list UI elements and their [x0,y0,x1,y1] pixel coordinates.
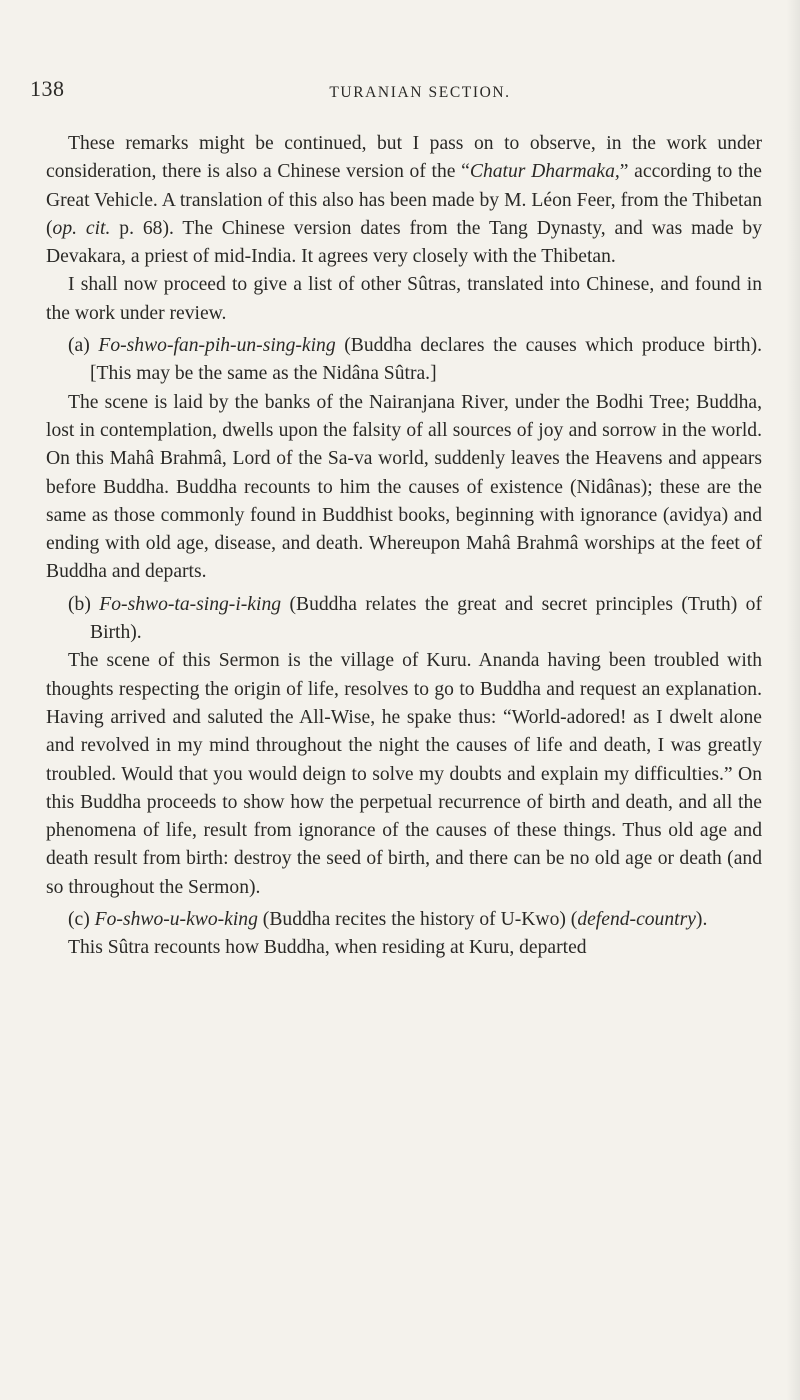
entry-gloss: defend-country [577,909,696,931]
sutra-entry-c: (c) Fo-shwo-u-kwo-king (Buddha recites the history of U-Kwo) (defend-country). [68,909,708,931]
entry-title: Fo-shwo-u-kwo-king [94,909,258,931]
sutra-entry-a [46,332,762,389]
entry-description: (Buddha declares the causes which produce birth). [This may be the same as the Nidâna Sûtra.] [90,335,762,385]
paragraph-5: This Sûtra recounts how Buddha, when residing at Kuru, departed [68,937,587,959]
entry-title: Fo-shwo-ta-sing-i-king [99,593,282,615]
page-number: 138 [30,76,65,101]
entry-description: (Buddha relates the great and secret principles (Truth) of Birth). [90,593,762,644]
page-edge-shadow [786,0,800,1400]
running-head: TURANIAN SECTION. [329,84,511,101]
sutra-entry-b [46,591,762,648]
entry-label: (b) [68,593,100,615]
body-text [46,130,762,963]
entry-description: (Buddha recites the history of U-Kwo) ( [257,909,578,931]
paragraph-1: These remarks might be continued, but I pass on to observe, in the work under consideration, there is also a Chinese version of the “Chatur Dharmaka,” according to the Great Vehicle. A translation of this also has been made by M. Léon Feer, from the Thibetan (op. cit. p. 68). The Chinese version dates from the Tang Dynasty, and was made by Devakara, a priest of mid-India. It agrees very closely with the Thibetan. [46,133,763,268]
paragraph-3: The scene is laid by the banks of the Nairanjana River, under the Bodhi Tree; Buddha, lost in contemplation, dwells upon the falsity of all sources of joy and sorrow in the world. On this Mahâ Brahmâ, Lord of the Sa-va world, suddenly leaves the Heavens and appears before Buddha. Buddha recounts to him the causes of existence (Nidânas); these are the same as those commonly found in Buddhist books, beginning with ignorance (avidya) and ending with old age, disease, and death. Whereupon Mahâ Brahmâ worships at the feet of Buddha and departs. [46,391,762,583]
entry-label: (c) [68,909,95,931]
title-chatur-dharmaka: Chatur Dharmaka, [469,161,620,183]
entry-title: Fo-shwo-fan-pih-un-sing-king [98,335,336,357]
paragraph-2: I shall now proceed to give a list of other Sûtras, translated into Chinese, and found in the work under review. [46,274,762,324]
entry-label: (a) [68,335,99,357]
citation-op-cit: op. cit. [52,217,111,239]
paragraph-4: The scene of this Sermon is the village of Kuru. Ananda having been troubled with thoughts respecting the origin of life, resolves to go to Buddha and request an explanation. Having arrived and saluted the All-Wise, he spake thus: “World-adored! as I dwelt alone and revolved in my mind throughout the night the causes of life and death, I was greatly troubled. Would that you would deign to solve my doubts and explain my difficulties.” On this Buddha proceeds to show how the perpetual recurrence of birth and death, and all the phenomena of life, result from ignorance of the causes of these things. Thus old age and death result from birth: destroy the seed of birth, and there can be no old age or death (and so throughout the Sermon). [46,650,762,898]
